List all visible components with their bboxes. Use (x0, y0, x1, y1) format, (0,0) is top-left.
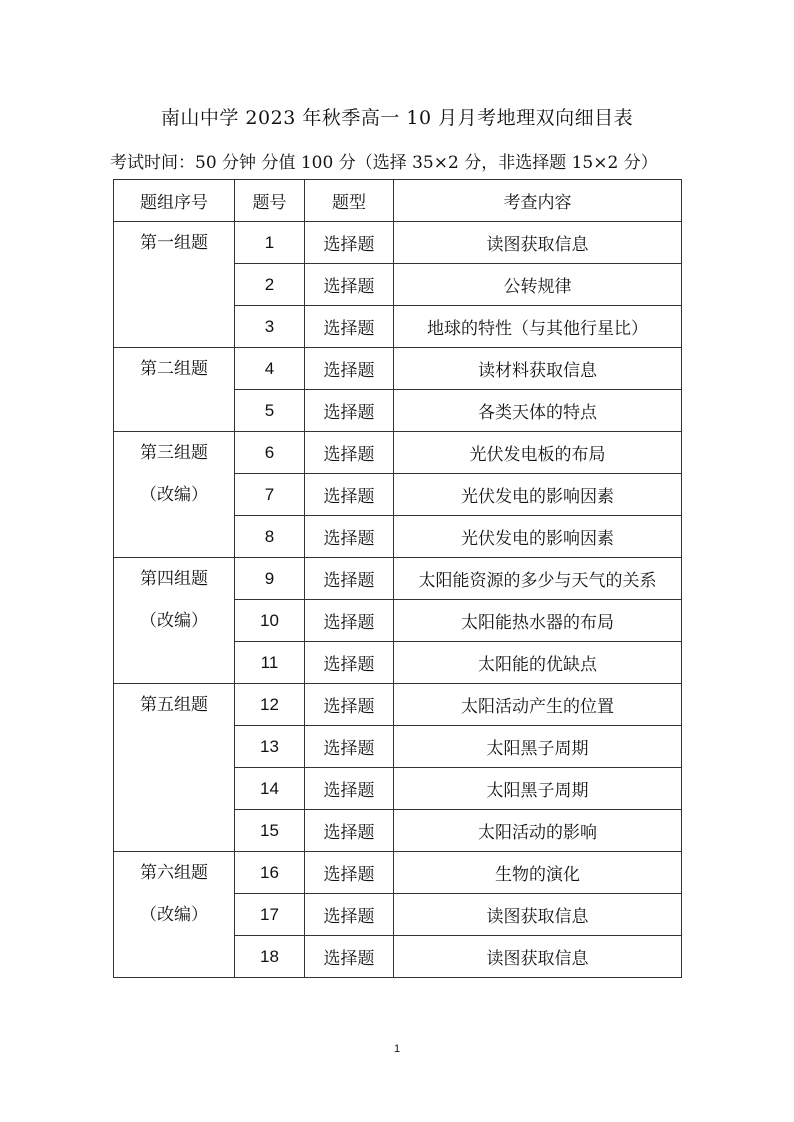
group-label-cell (114, 222, 235, 348)
question-type-cell: 选择题 (305, 222, 394, 264)
group-label-line: （改编） (140, 485, 208, 505)
question-content-cell: 生物的演化 (394, 852, 682, 894)
group-label-cell (114, 348, 235, 432)
question-number-cell: 6 (235, 432, 305, 474)
question-type-cell: 选择题 (305, 684, 394, 726)
question-content-cell: 地球的特性（与其他行星比） (394, 306, 682, 348)
question-number-cell: 11 (235, 642, 305, 684)
question-number-cell: 8 (235, 516, 305, 558)
group-label-cell (114, 852, 235, 978)
spec-table (113, 179, 682, 978)
table-row (114, 558, 682, 600)
table-row (114, 684, 682, 726)
table-body (114, 222, 682, 978)
group-label-cell (114, 432, 235, 558)
question-content-cell: 太阳活动产生的位置 (394, 684, 682, 726)
question-content-cell: 光伏发电的影响因素 (394, 474, 682, 516)
question-content-cell: 各类天体的特点 (394, 390, 682, 432)
exam-info-subtitle: 考试时间：50 分钟 分值 100 分（选择 35×2 分，非选择题 15×2 分） (110, 153, 658, 173)
group-label-line: （改编） (140, 611, 208, 631)
question-type-cell: 选择题 (305, 726, 394, 768)
question-type-cell: 选择题 (305, 558, 394, 600)
group-label-line: 第五组题 (140, 695, 208, 715)
question-type-cell: 选择题 (305, 390, 394, 432)
question-number-cell: 5 (235, 390, 305, 432)
question-type-cell: 选择题 (305, 474, 394, 516)
question-number-cell: 17 (235, 894, 305, 936)
question-content-cell: 公转规律 (394, 264, 682, 306)
question-content-cell: 太阳黑子周期 (394, 726, 682, 768)
question-number-cell: 14 (235, 768, 305, 810)
question-number-cell: 4 (235, 348, 305, 390)
question-content-cell: 太阳活动的影响 (394, 810, 682, 852)
group-label-line: 第四组题 (140, 569, 208, 589)
group-label-cell (114, 684, 235, 852)
question-content-cell: 光伏发电板的布局 (394, 432, 682, 474)
question-number-cell: 10 (235, 600, 305, 642)
group-label-cell (114, 558, 235, 684)
question-number-cell: 9 (235, 558, 305, 600)
question-content-cell: 太阳黑子周期 (394, 768, 682, 810)
table-header-row (114, 180, 682, 222)
question-number-cell: 2 (235, 264, 305, 306)
question-content-cell: 读图获取信息 (394, 894, 682, 936)
question-content-cell: 读材料获取信息 (394, 348, 682, 390)
question-content-cell: 太阳能热水器的布局 (394, 600, 682, 642)
table-row (114, 222, 682, 264)
question-type-cell: 选择题 (305, 306, 394, 348)
question-type-cell: 选择题 (305, 810, 394, 852)
question-number-cell: 7 (235, 474, 305, 516)
table-row (114, 348, 682, 390)
question-type-cell: 选择题 (305, 264, 394, 306)
question-content-cell: 读图获取信息 (394, 936, 682, 978)
document-title: 南山中学 2023 年秋季高一 10 月月考地理双向细目表 (160, 107, 634, 129)
question-number-cell: 15 (235, 810, 305, 852)
question-type-cell: 选择题 (305, 600, 394, 642)
question-number-cell: 1 (235, 222, 305, 264)
header-group: 题组序号 (114, 180, 235, 222)
table-row (114, 852, 682, 894)
question-type-cell: 选择题 (305, 852, 394, 894)
question-content-cell: 光伏发电的影响因素 (394, 516, 682, 558)
question-type-cell: 选择题 (305, 516, 394, 558)
group-label-line: 第三组题 (140, 443, 208, 463)
group-label-line: 第一组题 (140, 233, 208, 253)
header-question-number: 题号 (235, 180, 305, 222)
question-type-cell: 选择题 (305, 768, 394, 810)
question-type-cell: 选择题 (305, 894, 394, 936)
page-number: 1 (393, 1043, 401, 1055)
question-type-cell: 选择题 (305, 432, 394, 474)
group-label-line: 第二组题 (140, 359, 208, 379)
question-number-cell: 3 (235, 306, 305, 348)
header-question-type: 题型 (305, 180, 394, 222)
question-number-cell: 16 (235, 852, 305, 894)
question-number-cell: 12 (235, 684, 305, 726)
question-number-cell: 13 (235, 726, 305, 768)
question-content-cell: 读图获取信息 (394, 222, 682, 264)
question-type-cell: 选择题 (305, 936, 394, 978)
question-type-cell: 选择题 (305, 348, 394, 390)
group-label-line: 第六组题 (140, 863, 208, 883)
header-content: 考查内容 (394, 180, 682, 222)
question-content-cell: 太阳能资源的多少与天气的关系 (394, 558, 682, 600)
question-content-cell: 太阳能的优缺点 (394, 642, 682, 684)
question-type-cell: 选择题 (305, 642, 394, 684)
group-label-line: （改编） (140, 905, 208, 925)
question-number-cell: 18 (235, 936, 305, 978)
table-row (114, 432, 682, 474)
